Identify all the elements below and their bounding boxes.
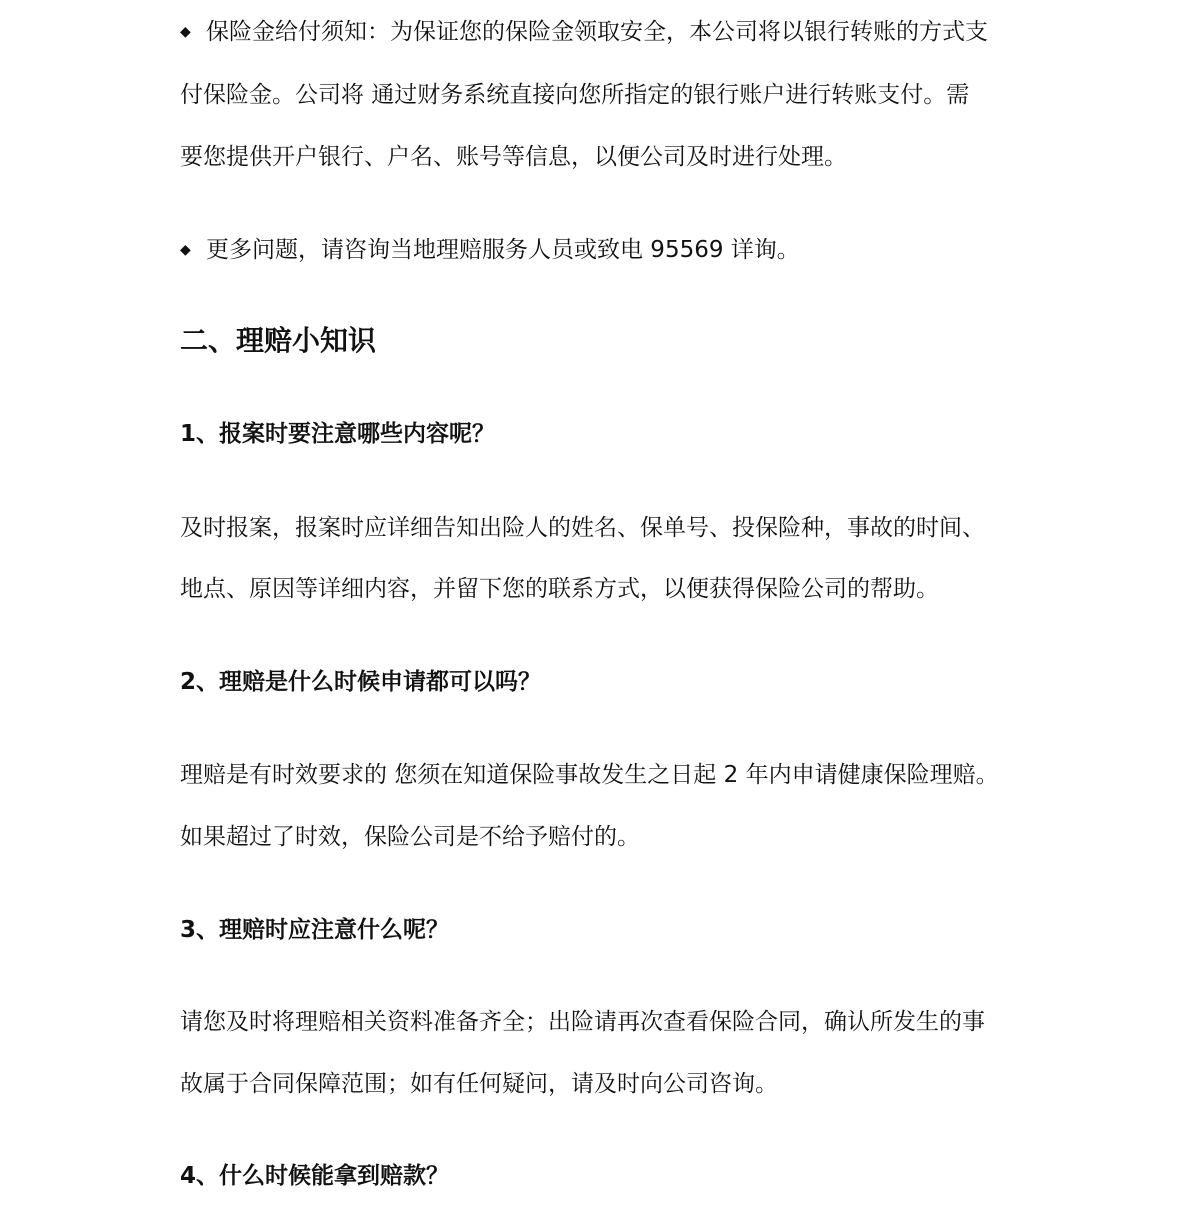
faq-answer-line: 请您及时将理赔相关资料准备齐全；出险请再次查看保险合同，确认所发生的事 [180,1009,985,1035]
bullet-line-text: 保险金给付须知：为保证您的保险金领取安全，本公司将以银行转账的方式支 [206,19,988,45]
faq-question: 4、什么时候能拿到赔款？ [180,1163,450,1189]
faq-answer-line: 如果超过了时效，保险公司是不给予赔付的。 [180,824,640,850]
paragraph-line: 付保险金。公司将 通过财务系统直接向您所指定的银行账户进行转账支付。需 [180,82,970,108]
faq-answer-line: 地点、原因等详细内容，并留下您的联系方式，以便获得保险公司的帮助。 [180,576,939,602]
faq-answer-line: 理赔是有时效要求的 您须在知道保险事故发生之日起 2 年内申请健康保险理赔。 [180,762,999,788]
faq-answer-line: 及时报案，报案时应详细告知出险人的姓名、保单号、投保险种，事故的时间、 [180,515,985,541]
faq-question: 1、报案时要注意哪些内容呢？ [180,421,496,447]
diamond-bullet-icon: ◆ [180,242,191,258]
bullet-item-payment-notice [180,17,1040,47]
diamond-bullet-icon: ◆ [180,24,191,40]
bullet-line-text: 更多问题，请咨询当地理赔服务人员或致电 95569 详询。 [206,237,800,263]
faq-answer-line: 故属于合同保障范围；如有任何疑问，请及时向公司咨询。 [180,1071,778,1097]
faq-question: 2、理赔是什么时候申请都可以吗？ [180,669,542,695]
paragraph-line: 要您提供开户银行、户名、账号等信息，以便公司及时进行处理。 [180,144,847,170]
faq-question: 3、理赔时应注意什么呢？ [180,917,450,943]
section-title: 二、理赔小知识 [180,324,377,357]
bullet-item-more-questions [180,235,1040,265]
